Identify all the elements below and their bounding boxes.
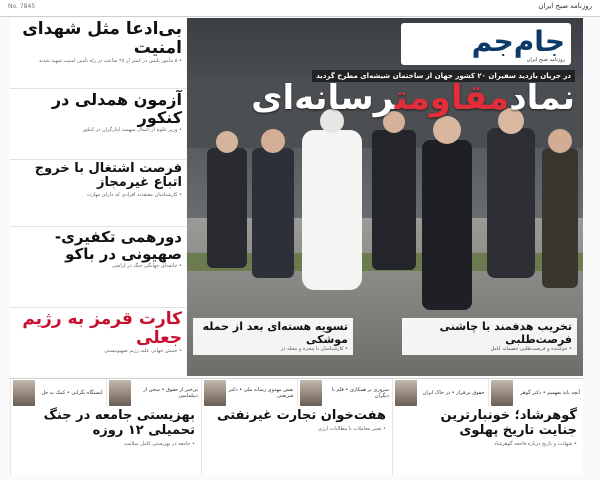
story-summary: • جانفدای جهانگیر جنگ در اراضی xyxy=(111,263,182,269)
avatar xyxy=(395,380,417,406)
columnist-item[interactable] xyxy=(10,379,106,407)
columnist-text: ایستگاه نگرانی • کمک به حل xyxy=(41,389,103,396)
avatar xyxy=(109,380,131,406)
bottom-story[interactable] xyxy=(392,407,583,475)
left-story[interactable] xyxy=(10,227,186,308)
avatar xyxy=(13,380,35,406)
story-headline: هفت‌خوان تجارت غیرنفتی xyxy=(217,408,386,423)
columnist-item[interactable] xyxy=(106,379,202,407)
columnists-strip xyxy=(10,378,583,407)
hero-headline-pre: نماد xyxy=(509,78,575,118)
columnist-item[interactable] xyxy=(392,379,488,407)
columnist-text: سروری بر همکاری • قلم با دیگران xyxy=(331,386,389,399)
columnist-text: نقش مهدوی رسانه ملی • دکتر شریعتی xyxy=(228,386,294,399)
issue-meta: No. 7845 xyxy=(8,3,36,10)
hero-photo xyxy=(187,18,583,376)
columnist-text: آنچه باید بفهمیم • دکتر گوهر xyxy=(520,389,580,396)
story-card-right[interactable] xyxy=(402,318,577,355)
left-story[interactable] xyxy=(10,18,186,89)
bottom-stories xyxy=(10,407,583,475)
story-summary: • وزیر علوم از اعمال سهمیه ایثارگران در کنکور xyxy=(82,127,182,134)
publication-name: روزنامه صبح ایران xyxy=(538,2,592,10)
columnist-text: بی‌خبر از حقوق • سخن از دیپلماسی xyxy=(143,386,198,399)
hero-headline-post: رسانه‌ای xyxy=(251,78,395,118)
avatar xyxy=(491,380,513,406)
newspaper-logo xyxy=(401,23,571,65)
hero-kicker: در جریان بازدید سفیران ۲۰ کشور جهان از ساختمان شیشه‌ای مطرح گردید xyxy=(312,70,575,82)
hero-headline xyxy=(251,78,575,118)
left-story[interactable] xyxy=(10,160,186,227)
story-headline: آزمون همدلی در کنکور xyxy=(51,90,182,127)
columnist-item[interactable] xyxy=(488,379,584,407)
logo-wordmark: جام‌جم xyxy=(471,25,565,58)
hero-headline-red: مقاومت xyxy=(394,78,510,118)
story-headline: بی‌ادعا مثل شهدای امنیت xyxy=(22,19,182,58)
story-summary: • شهادت و تاریخ درباره فاجعه گوهرشاد xyxy=(494,440,577,447)
columnist-text: حقوق بی‌فراز • در خاک ایران xyxy=(422,389,485,396)
story-summary: • ۵ مأمور پلیس در کمتر از ۲۸ ساعت در راه تأمین امنیت شهید شدند xyxy=(38,58,182,65)
story-title: تسویه هسته‌ای بعد از حمله موشکی xyxy=(202,320,348,347)
story-summary: • جامعه در بهزیستی کامل سلامت xyxy=(123,440,195,447)
story-summary: • جنبش جهانی علیه رژیم صهیونیستی xyxy=(104,348,182,355)
left-column xyxy=(10,18,186,376)
story-headline: فرصت اشتغال با خروج اتباع غیرمجاز xyxy=(34,161,182,191)
story-headline: گوهرشاد؛ خونبارترین جنایت تاریخ پهلوی xyxy=(440,408,577,438)
masthead-strip xyxy=(0,0,600,17)
avatar xyxy=(204,380,226,406)
story-headline: کارت قرمز به رژیم جعلی xyxy=(22,309,182,348)
columnist-item[interactable] xyxy=(297,379,393,407)
story-card-left[interactable] xyxy=(193,318,353,355)
logo-subtitle: روزنامه صبح ایران xyxy=(526,57,565,63)
bottom-story[interactable] xyxy=(201,407,392,475)
columnist-item[interactable] xyxy=(201,379,297,407)
story-summary: • کارشناسان معتقدند افرادی که دارای مهارت xyxy=(86,191,182,198)
story-headline: بهزیستی جامعه در جنگ تحمیلی ۱۲ روزه xyxy=(43,408,195,438)
story-headline: دورهمی تکفیری-صهیونی در باکو xyxy=(54,228,182,263)
avatar xyxy=(300,380,322,406)
left-story[interactable] xyxy=(10,89,186,160)
story-title: تخریب هدفمند با چاشنی فرصت‌طلبی xyxy=(439,320,572,347)
story-summary: • جوکننده و فرصت‌طلبی خصمانه کامل xyxy=(490,346,572,353)
story-summary: • تغییر معاملات با مطالبات ارزی xyxy=(317,425,386,432)
left-story[interactable] xyxy=(10,308,186,381)
bottom-story[interactable] xyxy=(10,407,201,475)
story-summary: • کارشناسان با پنجره و مجله در xyxy=(280,346,348,353)
